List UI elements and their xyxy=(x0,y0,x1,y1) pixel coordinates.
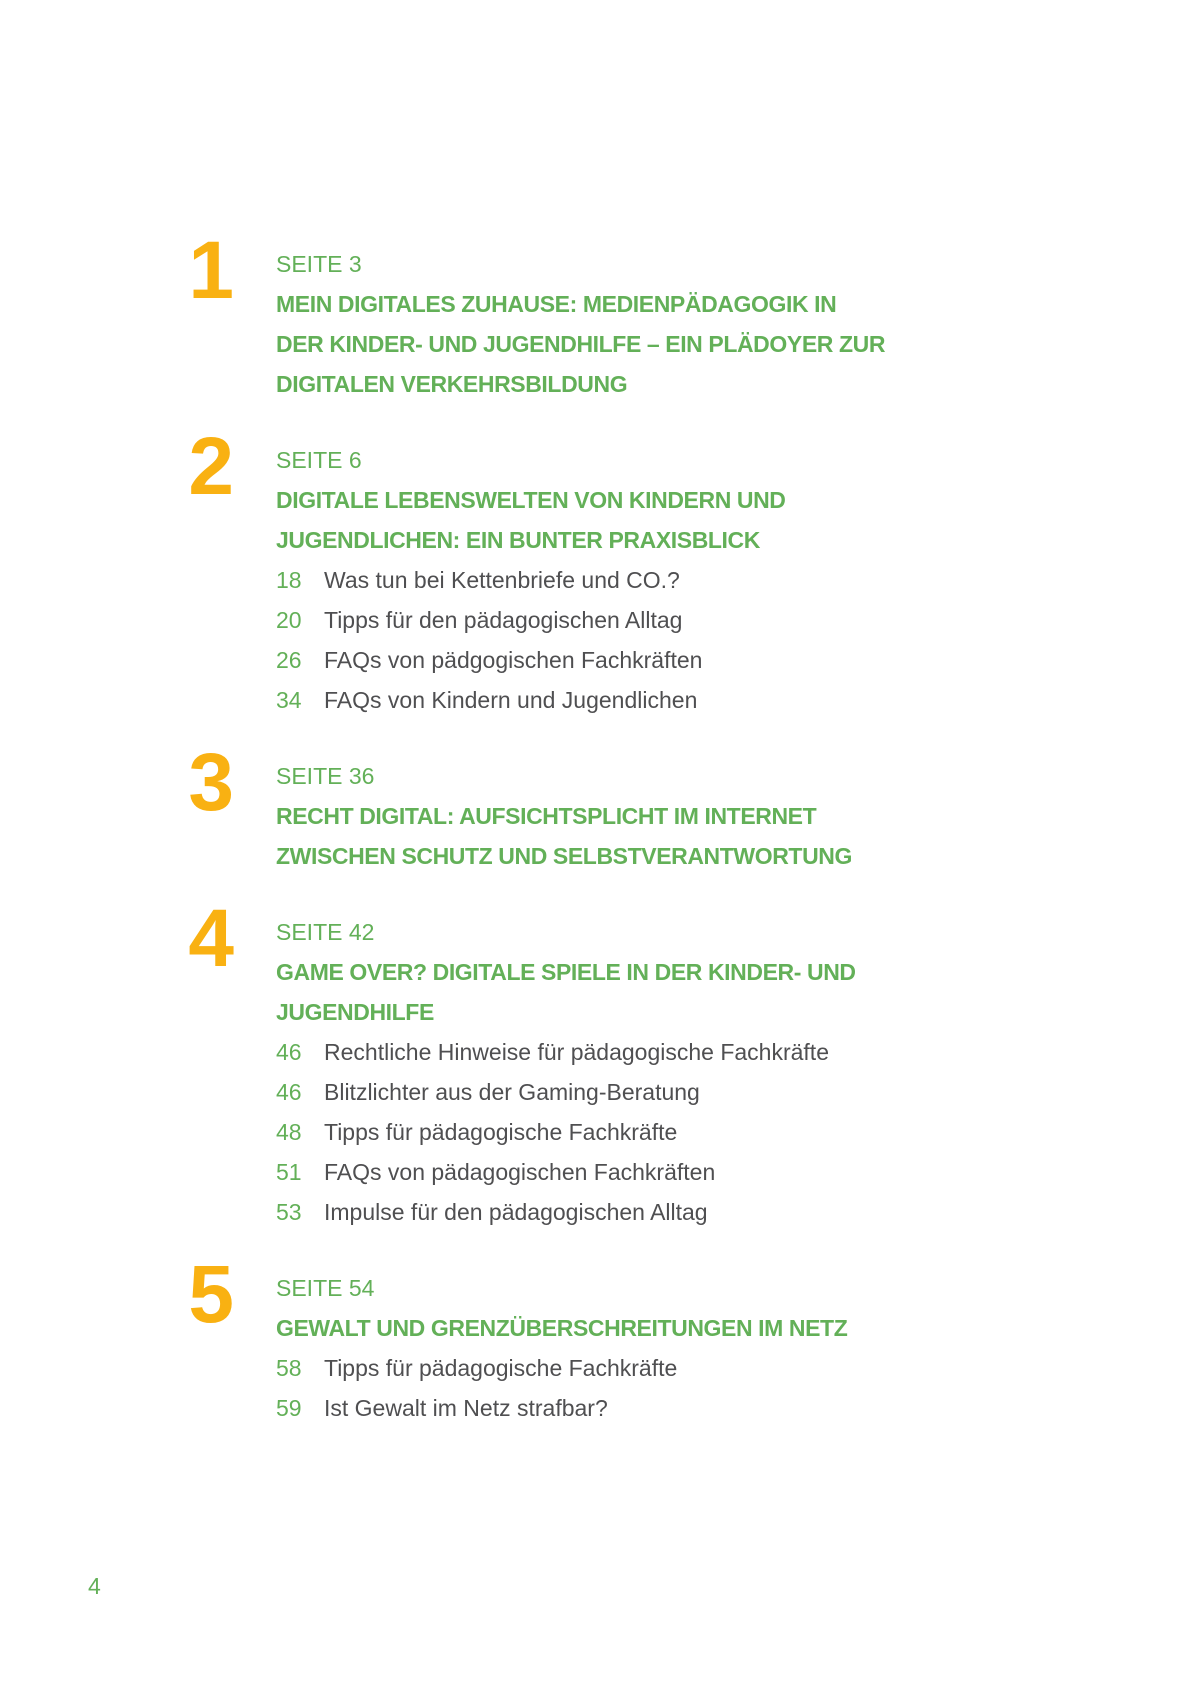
section-title-line: JUGENDHILFE xyxy=(276,999,434,1025)
toc-item xyxy=(276,640,1190,680)
section-page-label: SEITE 42 xyxy=(276,919,375,945)
item-page-number: 34 xyxy=(276,687,302,713)
item-label: Tipps für pädagogische Fachkräfte xyxy=(324,1355,678,1381)
section-title xyxy=(276,284,1190,404)
toc-item xyxy=(276,1112,1190,1152)
section-page-label: SEITE 36 xyxy=(276,763,375,789)
item-label: Ist Gewalt im Netz strafbar? xyxy=(324,1395,608,1421)
section-page-label: SEITE 54 xyxy=(276,1275,375,1301)
section-title xyxy=(276,952,1190,1032)
section-title-line: JUGENDLICHEN: EIN BUNTER PRAXISBLICK xyxy=(276,527,760,553)
toc-section-4 xyxy=(0,893,1190,1232)
section-title-line: MEIN DIGITALES ZUHAUSE: MEDIENPÄDAGOGIK IN xyxy=(276,291,837,317)
item-page-number: 53 xyxy=(276,1199,302,1225)
toc-item xyxy=(276,680,1190,720)
page-number: 4 xyxy=(88,1573,101,1599)
item-label: Tipps für den pädagogischen Alltag xyxy=(324,607,683,633)
toc-item xyxy=(276,1388,1190,1428)
item-page-number: 18 xyxy=(276,567,302,593)
toc-section-5 xyxy=(0,1249,1190,1428)
item-page-number: 46 xyxy=(276,1039,302,1065)
section-title-line: RECHT DIGITAL: AUFSICHTSPLICHT IM INTERNET xyxy=(276,803,817,829)
section-title-line: DIGITALEN VERKEHRSBILDUNG xyxy=(276,371,628,397)
item-page-number: 51 xyxy=(276,1159,302,1185)
toc-item xyxy=(276,600,1190,640)
section-title-line: DER KINDER- UND JUGENDHILFE – EIN PLÄDOYER ZUR xyxy=(276,331,886,357)
item-label: FAQs von pädgogischen Fachkräften xyxy=(324,647,703,673)
section-number: 1 xyxy=(188,225,232,316)
item-page-number: 58 xyxy=(276,1355,302,1381)
toc-section-1 xyxy=(0,225,1190,404)
section-item-list xyxy=(276,560,1190,720)
table-of-contents xyxy=(0,225,1190,1464)
section-page-label: SEITE 3 xyxy=(276,251,362,277)
toc-item xyxy=(276,560,1190,600)
section-page-label: SEITE 6 xyxy=(276,447,362,473)
section-item-list xyxy=(276,1032,1190,1232)
item-label: FAQs von Kindern und Jugendlichen xyxy=(324,687,698,713)
item-page-number: 46 xyxy=(276,1079,302,1105)
section-title-line: GAME OVER? DIGITALE SPIELE IN DER KINDER- UND xyxy=(276,959,856,985)
item-label: FAQs von pädagogischen Fachkräften xyxy=(324,1159,716,1185)
section-title xyxy=(276,796,1190,876)
toc-item xyxy=(276,1152,1190,1192)
section-title-line: ZWISCHEN SCHUTZ UND SELBSTVERANTWORTUNG xyxy=(276,843,852,869)
item-label: Tipps für pädagogische Fachkräfte xyxy=(324,1119,678,1145)
section-title-line: DIGITALE LEBENSWELTEN VON KINDERN UND xyxy=(276,487,786,513)
item-page-number: 20 xyxy=(276,607,302,633)
section-number: 4 xyxy=(188,893,232,984)
item-page-number: 26 xyxy=(276,647,302,673)
toc-section-3 xyxy=(0,737,1190,876)
section-title xyxy=(276,1308,1190,1348)
item-label: Rechtliche Hinweise für pädagogische Fachkräfte xyxy=(324,1039,829,1065)
toc-section-2 xyxy=(0,421,1190,720)
section-number: 5 xyxy=(188,1249,232,1340)
section-title-line: GEWALT UND GRENZÜBERSCHREITUNGEN IM NETZ xyxy=(276,1315,848,1341)
toc-item xyxy=(276,1072,1190,1112)
item-label: Impulse für den pädagogischen Alltag xyxy=(324,1199,708,1225)
section-number: 3 xyxy=(188,737,232,828)
toc-item xyxy=(276,1032,1190,1072)
section-number: 2 xyxy=(188,421,232,512)
item-page-number: 59 xyxy=(276,1395,302,1421)
section-title xyxy=(276,480,1190,560)
toc-item xyxy=(276,1348,1190,1388)
item-label: Blitzlichter aus der Gaming-Beratung xyxy=(324,1079,700,1105)
section-item-list xyxy=(276,1348,1190,1428)
toc-item xyxy=(276,1192,1190,1232)
item-label: Was tun bei Kettenbriefe und CO.? xyxy=(324,567,680,593)
item-page-number: 48 xyxy=(276,1119,302,1145)
